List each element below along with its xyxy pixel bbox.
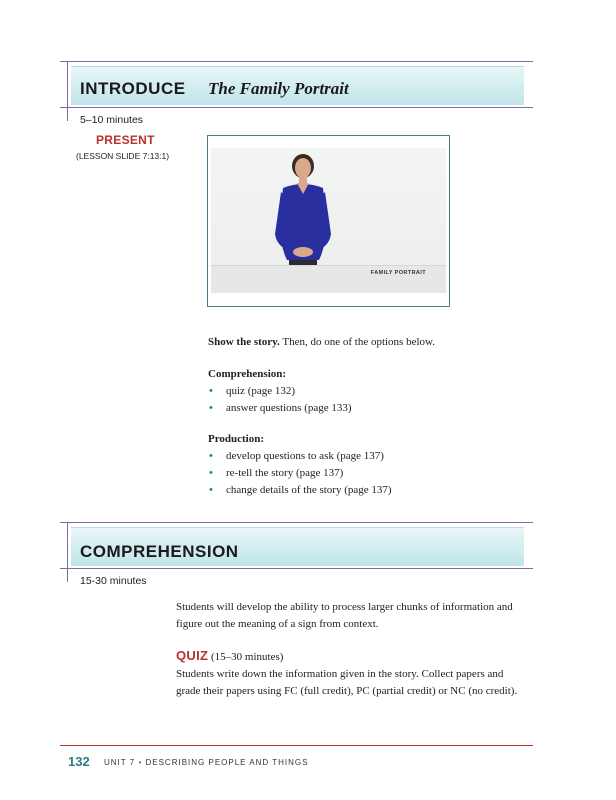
bullet-icon: • (209, 402, 213, 414)
running-footer (104, 758, 308, 767)
quiz-block (176, 647, 526, 700)
introduce-left-rule (67, 61, 68, 121)
video-scene (211, 148, 446, 292)
comprehension-intro: Students will develop the ability to process larger chunks of information and figure out the meaning of a sign from context. (176, 601, 513, 630)
list-item-text: change details of the story (page 137) (226, 484, 392, 496)
introduce-subtitle: The Family Portrait (208, 79, 349, 98)
show-story-bold: Show the story. (208, 336, 280, 348)
list-item-text: quiz (page 132) (226, 385, 296, 397)
lesson-slide-reference: (LESSON SLIDE 7:13:1) (76, 151, 170, 161)
comprehension-top-rule (60, 522, 533, 523)
footer-chapter: DESCRIBING PEOPLE AND THINGS (145, 758, 309, 767)
comprehension-duration: 15-30 minutes (80, 575, 147, 587)
bullet-icon: • (209, 467, 213, 479)
introduce-top-rule (60, 61, 533, 62)
video-still (207, 135, 450, 307)
list-item (208, 482, 538, 499)
footer-separator: • (138, 758, 143, 767)
list-item (208, 400, 538, 417)
comprehension-title: COMPREHENSION (80, 542, 239, 561)
comprehension-options (208, 366, 538, 417)
introduce-title: INTRODUCE (80, 79, 186, 98)
bullet-icon: • (209, 385, 213, 397)
list-item-text: re-tell the story (page 137) (226, 467, 344, 479)
comprehension-bottom-rule (60, 568, 533, 569)
show-story-rest: Then, do one of the options below. (279, 336, 436, 348)
footer-unit: UNIT 7 (104, 758, 136, 767)
production-heading: Production: (208, 433, 265, 445)
comprehension-list (208, 383, 538, 417)
show-story-instruction (208, 334, 538, 351)
production-list (208, 448, 538, 499)
list-item-text: answer questions (page 133) (226, 402, 352, 414)
comprehension-left-rule (67, 522, 68, 582)
quiz-heading (176, 647, 526, 666)
bullet-icon: • (209, 484, 213, 496)
bullet-icon: • (209, 450, 213, 462)
video-caption: FAMILY PORTRAIT (370, 270, 426, 276)
page-number: 132 (68, 754, 90, 769)
introduce-bottom-rule (60, 107, 533, 108)
introduce-duration: 5–10 minutes (80, 114, 144, 126)
list-item (208, 448, 538, 465)
comprehension-heading: Comprehension: (208, 368, 287, 380)
production-options (208, 431, 538, 499)
list-item (208, 465, 538, 482)
quiz-text: Students write down the information given in the story. Collect papers and grade their papers using FC (full credit), PC (partial credit) or NC (no credit). (176, 668, 518, 697)
quiz-duration: (15–30 minutes) (208, 651, 284, 663)
list-item-text: develop questions to ask (page 137) (226, 450, 384, 462)
present-label: PRESENT (96, 133, 155, 147)
footer-rule (60, 745, 533, 746)
list-item (208, 383, 538, 400)
quiz-label: QUIZ (176, 648, 209, 663)
